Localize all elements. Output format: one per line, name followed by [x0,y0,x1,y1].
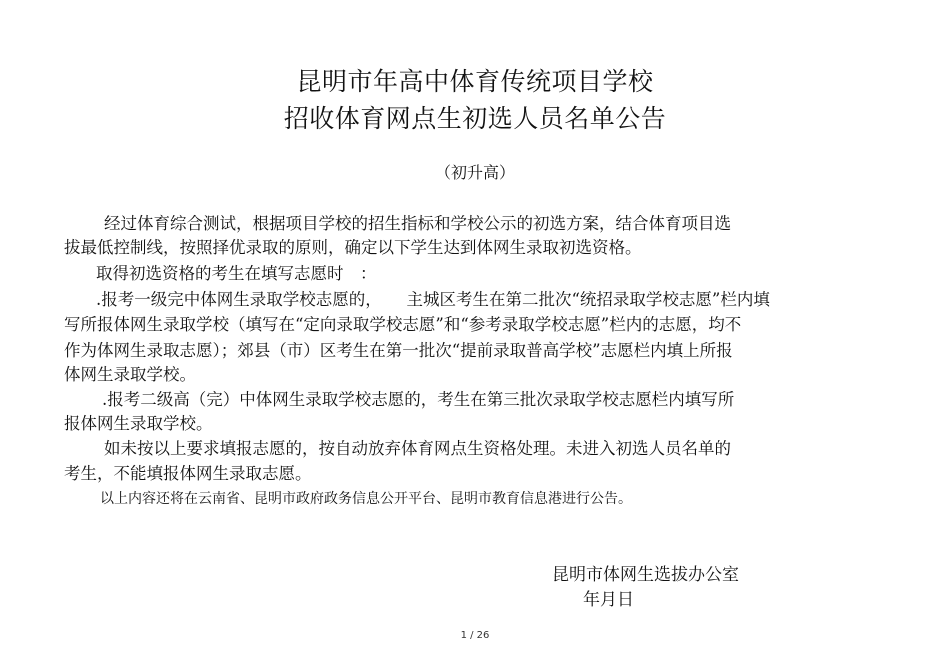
signature-organization: 昆明市体网生选拔办公室 [552,565,739,585]
body-line: 写所报体网生录取学校（填写在“定向录取学校志愿”和“参考录取学校志愿”栏内的志愿，均不 [64,315,742,334]
page-number: 1 / 26 [460,630,490,641]
body-line: 作为体网生录取志愿）；郊县（市）区考生在第一批次“提前录取普高学校”志愿栏内填上所报 [64,341,733,360]
document-title-line1: 昆明市年高中体育传统项目学校 [296,67,654,96]
body-line: 考生，不能填报体网生录取志愿。 [64,464,312,483]
body-line: 取得初选资格的考生在填写志愿时 ： [96,264,377,283]
document-subtitle: （初升高） [434,163,515,182]
body-line: .报考二级高（完）中体网生录取学校志愿的，考生在第三批次录取学校志愿栏内填写所 [102,390,735,409]
body-line-note: 以上内容还将在云南省、昆明市政府政务信息公开平台、昆明市教育信息港进行公告。 [100,491,632,507]
signature-date: 年月日 [583,590,634,610]
body-line: 经过体育综合测试，根据项目学校的招生指标和学校公示的初选方案，结合体育项目选 [104,214,731,233]
document-title-line2: 招收体育网点生初选人员名单公告 [283,104,667,133]
body-line: 报体网生录取学校。 [64,414,213,433]
body-line: 拔最低控制线，按照择优录取的原则，确定以下学生达到体网生录取初选资格。 [64,238,642,257]
body-line: 如未按以上要求填报志愿的，按自动放弃体育网点生资格处理。未进入初选人员名单的 [104,439,731,458]
body-line: 体网生录取学校。 [64,365,196,384]
body-line: .报考一级完中体网生录取学校志愿的， 主城区考生在第二批次“统招录取学校志愿”栏内填 [96,290,770,309]
